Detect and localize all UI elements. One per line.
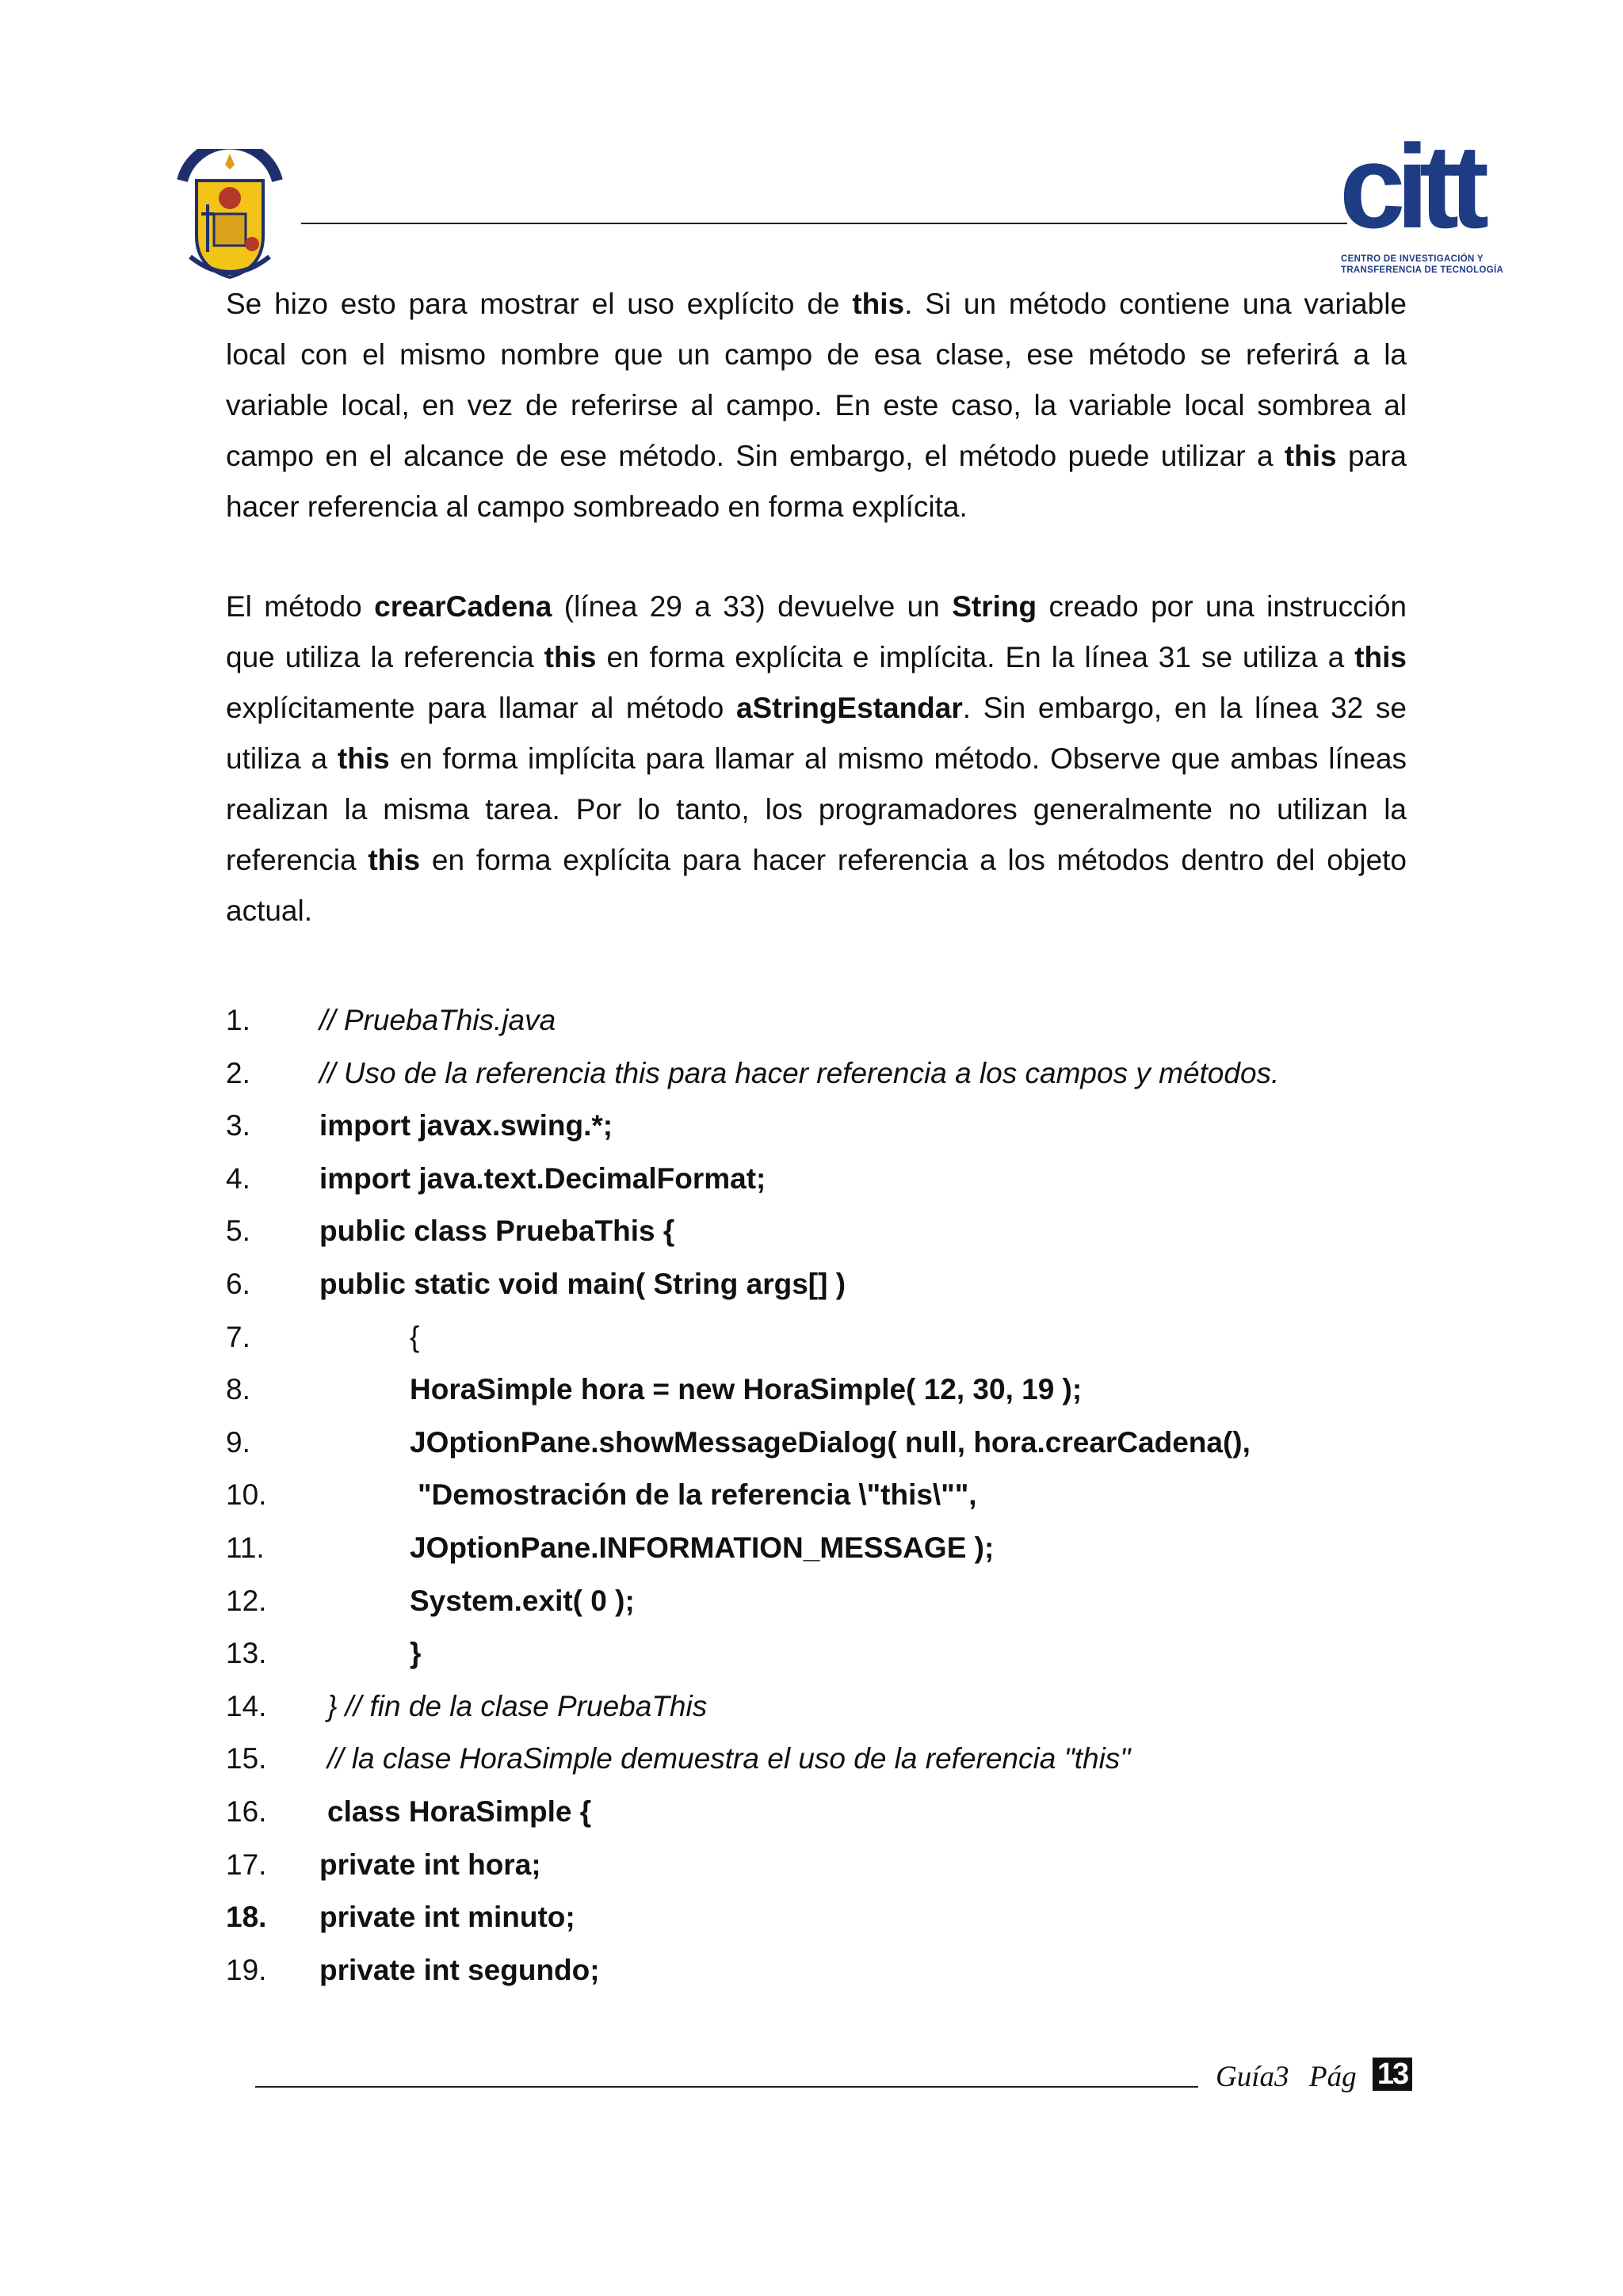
code-line [226,1047,1415,1100]
code-line-number: 2. [226,1056,250,1089]
code-line-number: 6. [226,1267,250,1300]
text-run: El método [226,590,375,623]
code-line [226,1100,1415,1153]
text-run: creado por una instrucción que utiliza la referencia [226,590,1407,673]
code-line [226,994,1415,1047]
code-line-text: public static void main( String args[] ) [319,1267,846,1300]
code-line-text: HoraSimple hora = new HoraSimple( 12, 30, 19 ); [410,1373,1083,1406]
code-line [226,1258,1415,1311]
code-line [226,1891,1415,1944]
paragraph-crear-cadena [226,582,1407,936]
code-line-number: 10. [226,1478,267,1512]
code-line-text: import javax.swing.*; [319,1109,613,1142]
code-line [226,1733,1415,1786]
code-line-text: private int segundo; [319,1953,600,1986]
code-line-text: { [410,1320,420,1353]
code-line [226,1417,1415,1470]
universidad-don-bosco-logo [166,149,293,282]
text-run: . Sin embargo, en la línea 32 se utiliza a [226,692,1407,775]
code-line-number: 11. [226,1531,265,1564]
bold-term: this [368,844,421,876]
code-line [226,1469,1415,1522]
citt-logo-wordmark: citt [1339,120,1480,253]
bold-term: this [852,288,905,320]
code-line-text: System.exit( 0 ); [410,1584,635,1617]
text-run: . Si un método contiene una variable local con el mismo nombre que un campo de esa clase, ese método se referirá a la variable local, en vez de referirse al campo. En este caso, la variable local sombrea al campo en el alcance de ese método. Sin embargo, el método puede utilizar a [226,288,1407,472]
code-line-text: class HoraSimple { [327,1794,592,1828]
citt-logo-subtitle-1: CENTRO DE INVESTIGACIÓN Y [1341,254,1484,264]
citt-logo-subtitle-2: TRANSFERENCIA DE TECNOLOGÍA [1341,265,1504,275]
code-line-text: // PruebaThis.java [319,1004,556,1036]
bold-term: this [1284,440,1337,472]
citt-logo [1339,120,1510,277]
bold-term: this [337,742,390,775]
code-line-number: 4. [226,1161,250,1195]
footer-page-label: Pág [1309,2061,1357,2093]
code-listing [226,994,1415,1997]
bold-term: this [544,641,597,673]
code-line-number: 12. [226,1584,267,1617]
code-line-number: 13. [226,1637,267,1670]
code-line-number: 8. [226,1373,250,1406]
text-run: (línea 29 a 33) devuelve un [552,590,953,623]
code-line-number: 5. [226,1215,250,1248]
bold-term: crearCadena [374,590,552,623]
code-line-number: 19. [226,1953,267,1986]
bold-term: this [1354,641,1407,673]
code-line-text: } // fin de la clase PruebaThis [327,1689,708,1722]
code-line-number: 14. [226,1689,267,1722]
footer-rule [255,2086,1198,2088]
bold-term: aStringEstandar [735,692,963,724]
bold-term: String [952,590,1037,623]
code-line-text: // Uso de la referencia this para hacer referencia a los campos y métodos. [319,1056,1280,1089]
code-line [226,1839,1415,1892]
paragraph-this-explicit [226,279,1407,532]
code-line-number: 7. [226,1320,250,1353]
code-line-number: 18. [226,1901,267,1934]
code-line [226,1680,1415,1733]
code-line-number: 16. [226,1794,267,1828]
code-line-number: 1. [226,1004,250,1036]
code-line-number: 3. [226,1109,250,1142]
text-run: en forma implícita para llamar al mismo método. Observe que ambas líneas realizan la misma tarea. Por lo tanto, los programadores generalmente no utilizan la referencia [226,742,1407,876]
code-line [226,1944,1415,1997]
code-line [226,1627,1415,1680]
code-line-text: private int hora; [319,1848,541,1881]
code-line [226,1575,1415,1628]
code-line-text: import java.text.DecimalFormat; [319,1161,766,1195]
text-run: explícitamente para llamar al método [226,692,736,724]
page-number-badge: 13 [1373,2058,1412,2091]
code-line-number: 9. [226,1425,250,1459]
text-run: Se hizo esto para mostrar el uso explícito de [226,288,853,320]
text-run: en forma explícita para hacer referencia a los métodos dentro del objeto actual. [226,844,1407,927]
code-line [226,1363,1415,1417]
code-line-text: private int minuto; [319,1901,575,1934]
code-line-text: JOptionPane.showMessageDialog( null, hora.crearCadena(), [410,1425,1251,1459]
code-line [226,1205,1415,1258]
header-rule [301,223,1347,224]
text-run: para hacer referencia al campo sombreado en forma explícita. [226,440,1407,523]
code-line [226,1311,1415,1364]
code-line-text: JOptionPane.INFORMATION_MESSAGE ); [410,1531,995,1564]
footer-guide-label: Guía3 [1216,2061,1289,2093]
udb-seal-icon [166,149,293,282]
code-line [226,1153,1415,1206]
code-line-text: // la clase HoraSimple demuestra el uso de la referencia "this" [327,1742,1131,1775]
code-line-text: public class PruebaThis { [319,1215,675,1248]
code-line-number: 17. [226,1848,267,1881]
code-line-text: "Demostración de la referencia \"this\"", [418,1478,977,1512]
code-line [226,1786,1415,1839]
text-run: en forma explícita e implícita. En la línea 31 se utiliza a [596,641,1355,673]
code-line [226,1522,1415,1575]
code-line-number: 15. [226,1742,267,1775]
code-line-text: } [410,1637,422,1670]
